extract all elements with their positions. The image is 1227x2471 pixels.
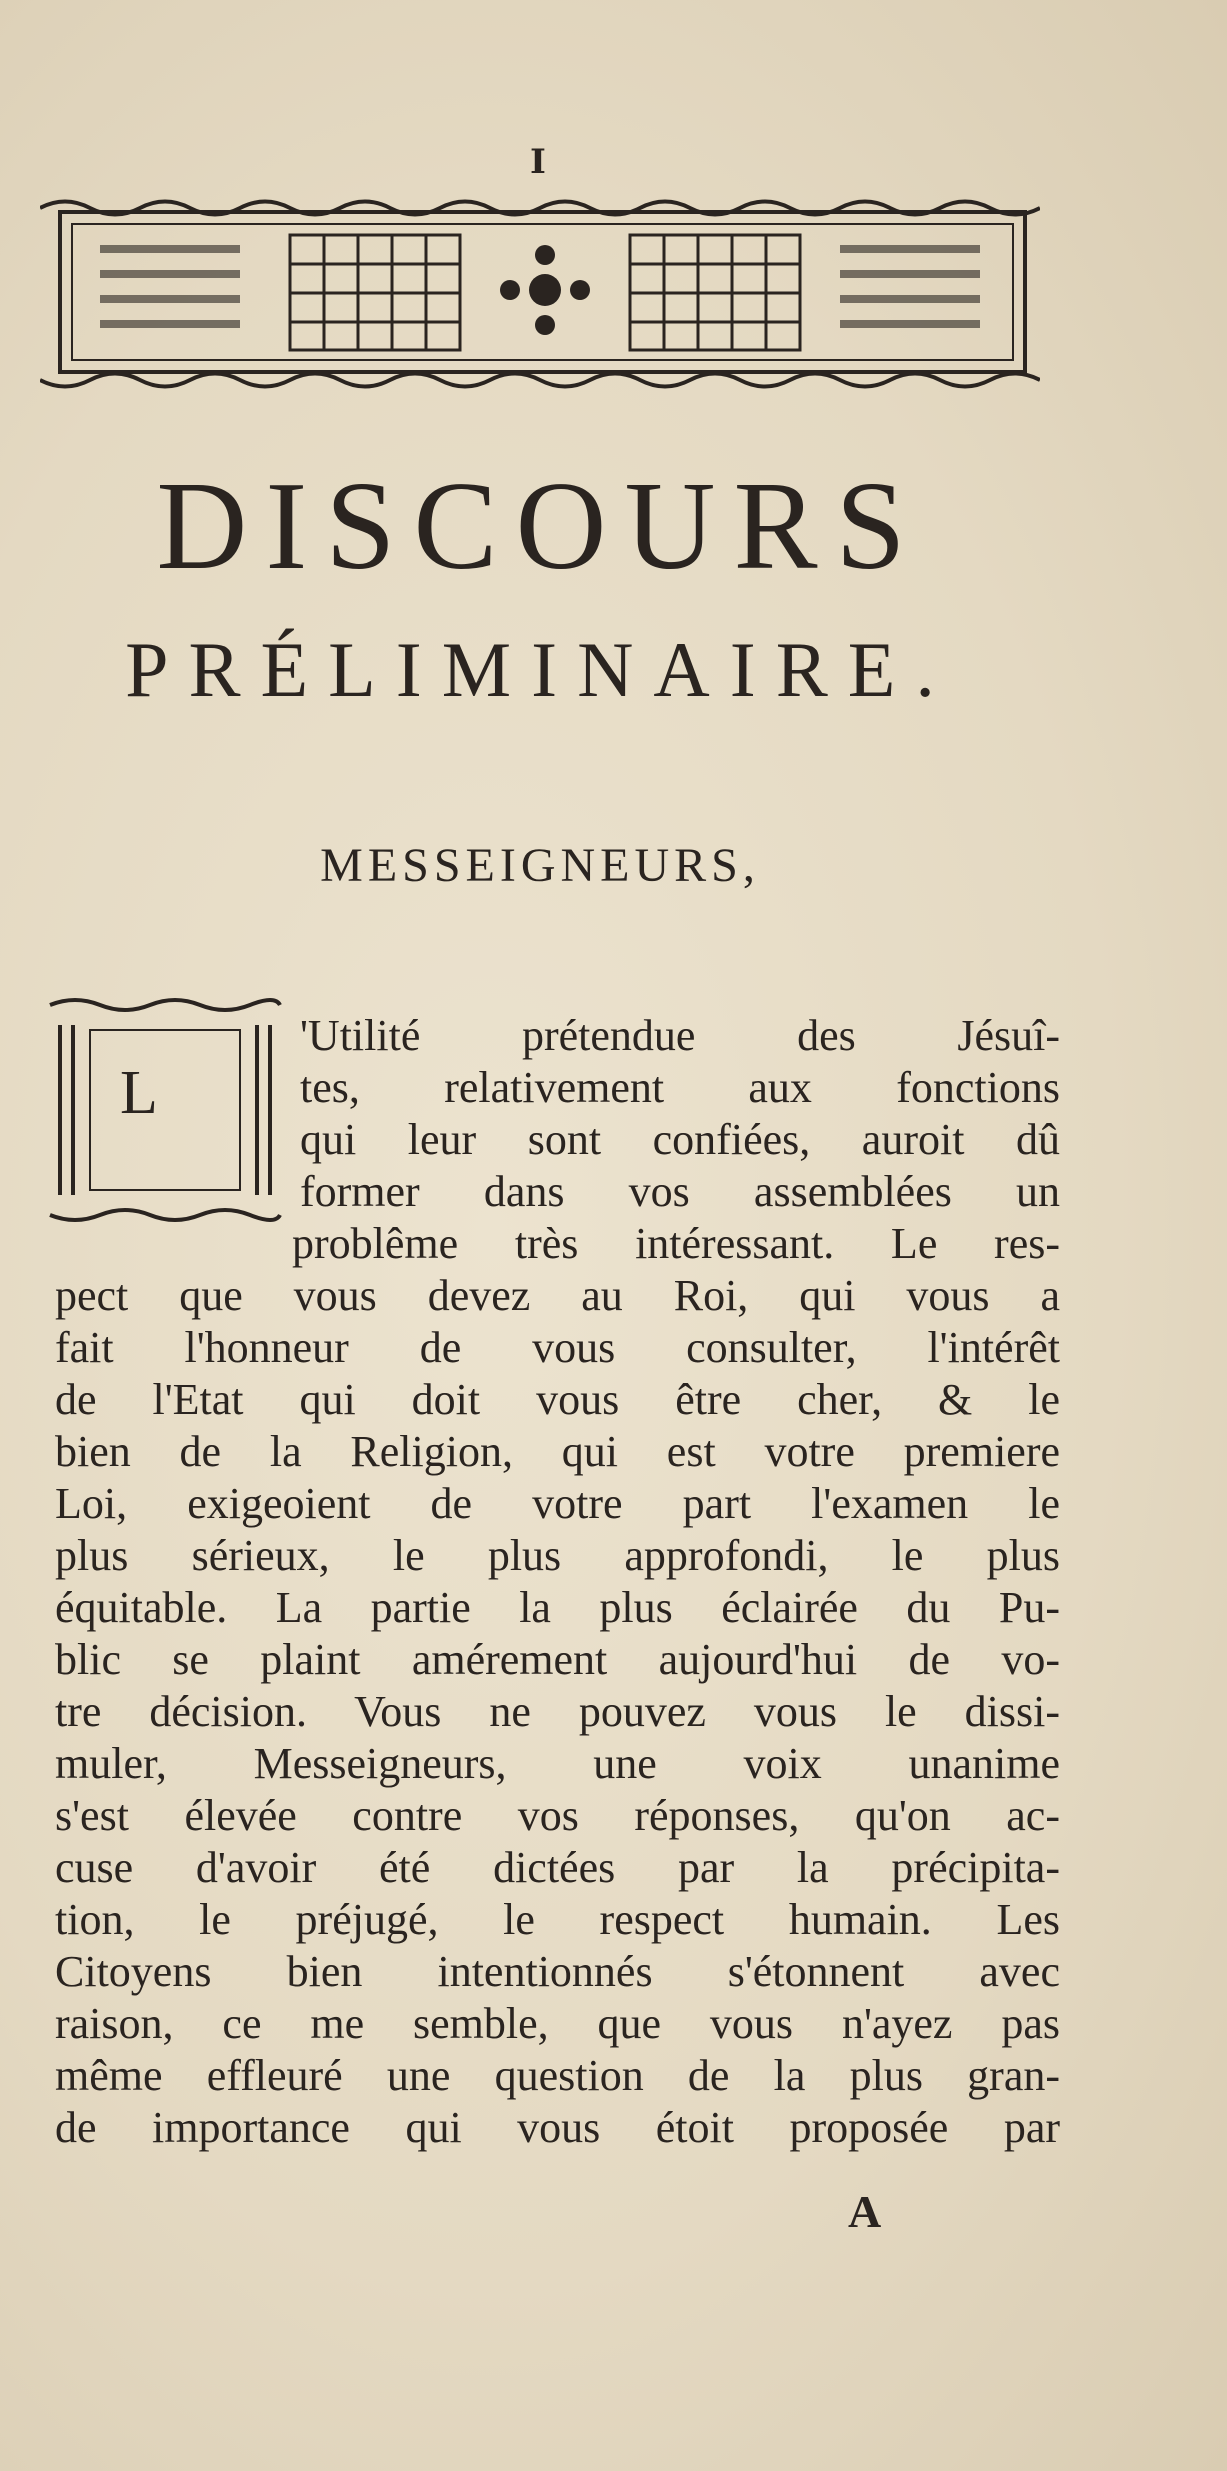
text-line: 'Utilité prétendue des Jésuî-: [300, 1011, 1060, 1060]
text-line: tes, relativement aux fonctions: [300, 1063, 1060, 1112]
text-line: cuse d'avoir été dictées par la précipita-: [55, 1843, 1060, 1892]
text-line: problême très intéressant. Le res-: [292, 1219, 1060, 1268]
catchword-signature: A: [848, 2186, 882, 2237]
text-line: Loi, exigeoient de votre part l'examen le: [55, 1479, 1060, 1528]
text-line: Citoyens bien intentionnés s'étonnent avec: [55, 1947, 1060, 1996]
text-line: plus sérieux, le plus approfondi, le plus: [55, 1531, 1060, 1580]
salutation: MESSEIGNEURS,: [320, 839, 760, 892]
text-line: former dans vos assemblées un: [300, 1167, 1060, 1216]
text-line: de l'Etat qui doit vous être cher, & le: [55, 1375, 1060, 1424]
text-line: raison, ce me semble, que vous n'ayez pas: [55, 1999, 1060, 2048]
text-line: fait l'honneur de vous consulter, l'intérêt: [55, 1323, 1060, 1372]
text-line: pect que vous devez au Roi, qui vous a: [55, 1271, 1060, 1320]
text-line: muler, Messeigneurs, une voix unanime: [55, 1739, 1060, 1788]
subtitle: PRÉLIMINAIRE.: [125, 626, 955, 713]
title: DISCOURS: [156, 457, 924, 596]
text-line: blic se plaint amérement aujourd'hui de vo-: [55, 1635, 1060, 1684]
drop-cap-letter: L: [120, 1059, 158, 1127]
headpiece-ornament: [40, 190, 1040, 410]
text-line: qui leur sont confiées, auroit dû: [300, 1115, 1060, 1164]
text-line: bien de la Religion, qui est votre premiere: [55, 1427, 1060, 1476]
page-number: I: [530, 142, 546, 182]
text-line: tion, le préjugé, le respect humain. Les: [55, 1895, 1060, 1944]
text-line: s'est élevée contre vos réponses, qu'on ac-: [55, 1791, 1060, 1840]
text-line: de importance qui vous étoit proposée par: [55, 2103, 1060, 2152]
drop-cap-ornament: [45, 990, 285, 1230]
text-line: équitable. La partie la plus éclairée du Pu-: [55, 1583, 1060, 1632]
text-line: même effleuré une question de la plus gran-: [55, 2051, 1060, 2100]
text-line: tre décision. Vous ne pouvez vous le dissi-: [55, 1687, 1060, 1736]
